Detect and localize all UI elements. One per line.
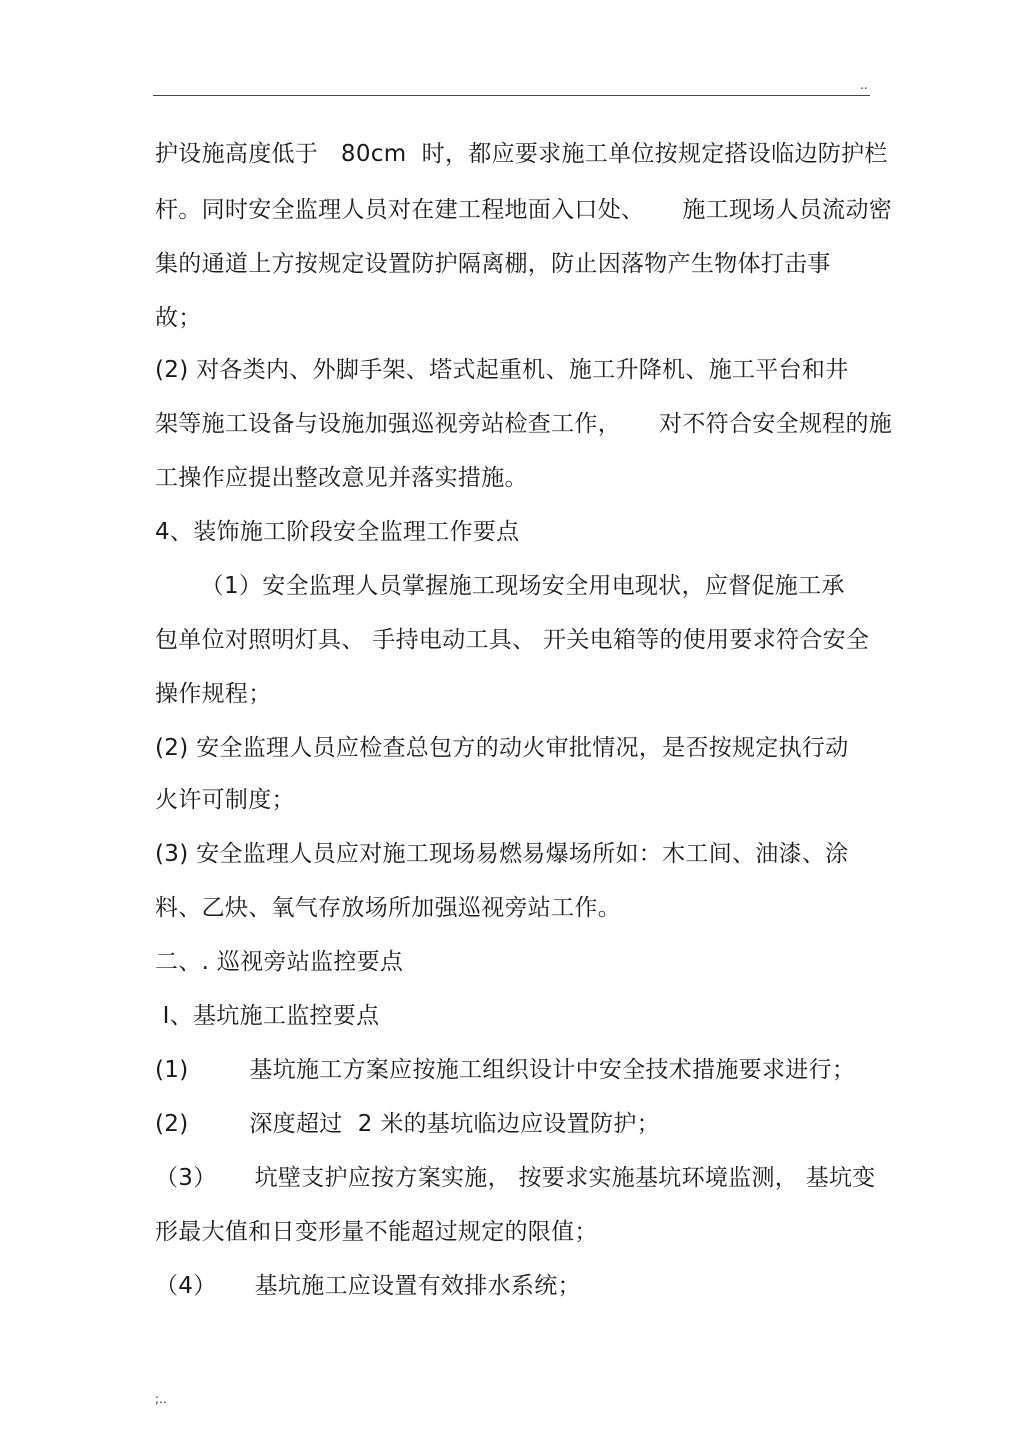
header-mark: ..	[860, 78, 868, 92]
text-line: 工操作应提出整改意见并落实措施。	[155, 465, 528, 491]
text-line: 料、乙炔、氧气存放场所加强巡视旁站工作。	[155, 895, 621, 921]
list-item: （3） 坑壁支护应按方案实施， 按要求实施基坑环境监测， 基坑变	[155, 1165, 876, 1191]
text-line: 杆。同时安全监理人员对在建工程地面入口处、 施工现场人员流动密	[155, 197, 893, 223]
section-heading: 二、. 巡视旁站监控要点	[155, 949, 404, 975]
text-line: (2) 对各类内、外脚手架、塔式起重机、施工升降机、施工平台和井	[155, 357, 849, 383]
list-item: (1) 基坑施工方案应按施工组织设计中安全技术措施要求进行；	[155, 1057, 856, 1083]
text-line: (3) 安全监理人员应对施工现场易燃易爆场所如：木工间、油漆、涂	[155, 841, 849, 867]
text-line: 火许可制度；	[155, 787, 295, 813]
subsection-heading: I、基坑施工监控要点	[155, 1003, 380, 1029]
text-line: 形最大值和日变形量不能超过规定的限值；	[155, 1219, 598, 1245]
text-line: (2) 安全监理人员应检查总包方的动火审批情况，是否按规定执行动	[155, 735, 849, 761]
list-item: (2) 深度超过 2 米的基坑临边应设置防护；	[155, 1111, 660, 1137]
text-line: 操作规程；	[155, 681, 272, 707]
text-line: 护设施高度低于 80cm 时，都应要求施工单位按规定搭设临边防护栏	[155, 141, 888, 167]
footer-mark: ;..	[155, 1392, 167, 1406]
text-line: 故；	[155, 305, 202, 331]
text-line: 架等施工设备与设施加强巡视旁站检查工作， 对不符合安全规程的施	[155, 411, 893, 437]
section-heading: 4、装饰施工阶段安全监理工作要点	[155, 519, 520, 545]
list-item: （4） 基坑施工应设置有效排水系统；	[155, 1273, 581, 1299]
text-line: 集的通道上方按规定设置防护隔离棚，防止因落物产生物体打击事	[155, 251, 831, 277]
header-rule	[153, 95, 870, 96]
text-line: 包单位对照明灯具、 手持电动工具、 开关电箱等的使用要求符合安全	[155, 627, 870, 653]
text-line: （1）安全监理人员掌握施工现场安全用电现状，应督促施工承	[155, 573, 845, 599]
